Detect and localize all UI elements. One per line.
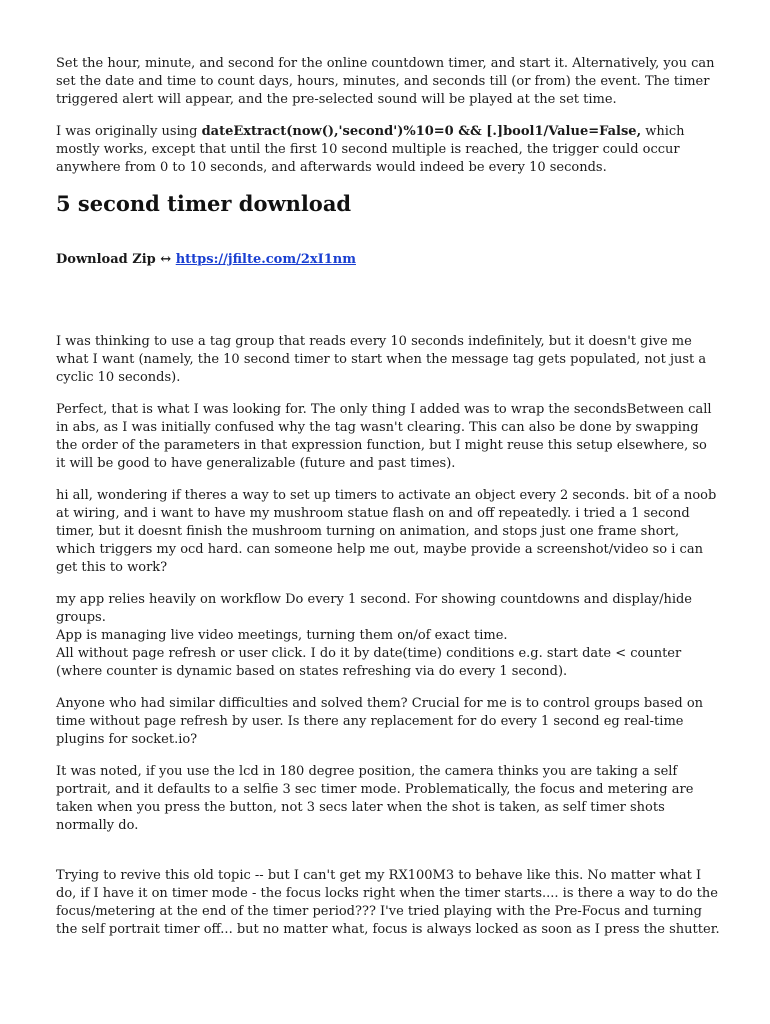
paragraph-lcd: It was noted, if you use the lcd in 180 degree position, the camera thinks you are taking a self portrait, and it defaults to a selfie 3 sec timer mode. Problematically, the focus and metering are taken when you press the button, not 3 secs later when the shot is taken, as self timer shots normally do.: [56, 764, 694, 833]
paragraph-difficulties: Anyone who had similar difficulties and solved them? Crucial for me is to control groups based on time without page refresh by user. Is there any replacement for do every 1 second eg real-time plugins for socket.io?: [56, 696, 704, 747]
paragraph-tag-group: I was thinking to use a tag group that reads every 10 seconds indefinitely, but it doesn't give me what I want (namely, the 10 second timer to start when the message tag gets populated, not just a cyclic 10 seconds).: [56, 334, 707, 385]
document-page: [56, 55, 720, 953]
workflow-line-1: my app relies heavily on workflow Do every 1 second. For showing countdowns and display/hide groups.: [56, 592, 692, 625]
code-expression: dateExtract(now(),'second')%10=0 && [.]bool1/Value=False,: [201, 124, 642, 139]
download-label: Download Zip ↔: [56, 252, 176, 267]
workflow-line-2: App is managing live video meetings, turning them on/of exact time.: [56, 628, 508, 643]
download-line: [56, 251, 720, 269]
intro-paragraph-2-prefix: I was originally using: [56, 124, 202, 139]
intro-paragraph-2: [56, 123, 720, 177]
workflow-line-3: All without page refresh or user click. I do it by date(time) conditions e.g. start date < counter (where counter is dynamic based on states refreshing via do every 1 second).: [56, 646, 682, 679]
intro-paragraph-2-suffix: which mostly works, except that until the first 10 second multiple is reached, the trigger could occur anywhere from 0 to 10 seconds, and afterwards would indeed be every 10 seconds.: [56, 124, 685, 175]
intro-paragraph-1: Set the hour, minute, and second for the online countdown timer, and start it. Alternatively, you can set the date and time to count days, hours, minutes, and seconds till (or from) the event. The timer triggered alert will appear, and the pre-selected sound will be played at the set time.: [56, 56, 715, 107]
download-link[interactable]: https://jfilte.com/2xI1nm: [175, 252, 356, 267]
paragraph-timers: hi all, wondering if theres a way to set up timers to activate an object every 2 seconds. bit of a noob at wiring, and i want to have my mushroom statue flash on and off repeatedly. i tried a 1 second timer, but it doesnt finish the mushroom turning on animation, and stops just one frame short, which triggers my ocd hard. can someone help me out, maybe provide a screenshot/video so i can get this to work?: [56, 488, 717, 575]
paragraph-workflow: [56, 591, 720, 681]
paragraph-rx100: Trying to revive this old topic -- but I can't get my RX100M3 to behave like this. No matter what I do, if I have it on timer mode - the focus locks right when the timer starts.... is there a way to do the focus/metering at the end of the timer period??? I've tried playing with the Pre-Focus and turning the self portrait timer off... but no matter what, focus is always locked as soon as I press the shutter.: [56, 868, 720, 937]
paragraph-perfect: Perfect, that is what I was looking for. The only thing I added was to wrap the secondsBetween call in abs, as I was initially confused why the tag wasn't clearing. This can also be done by swapping the order of the parameters in that expression function, but I might reuse this setup elsewhere, so it will be good to have generalizable (future and past times).: [56, 402, 712, 471]
section-heading: 5 second timer download: [56, 191, 352, 216]
